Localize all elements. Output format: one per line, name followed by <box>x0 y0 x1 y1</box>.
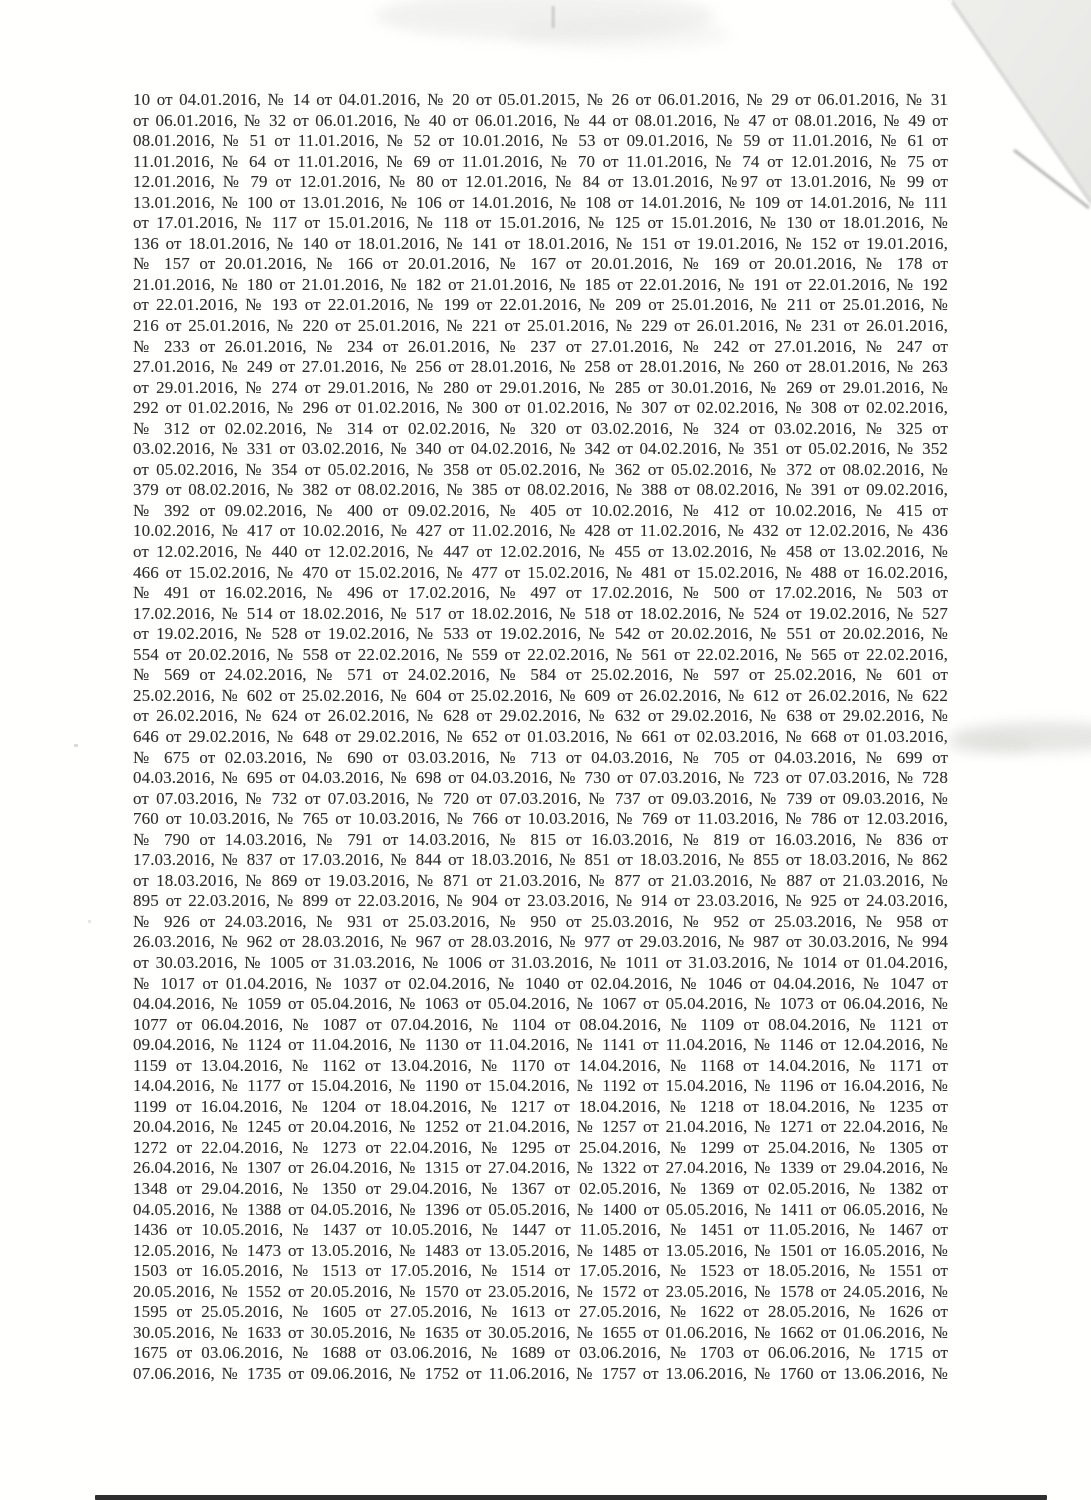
document-line: 17.03.2016, № 837 от 17.03.2016, № 844 от 18.03.2016, № 851 от 18.03.2016, № 855 от 18.03.2016, № 862 <box>133 850 948 870</box>
document-line: 12.05.2016, № 1473 от 13.05.2016, № 1483 от 13.05.2016, № 1485 от 13.05.2016, № 1501 от 16.05.2016, № <box>133 1240 948 1260</box>
document-line: № 157 от 20.01.2016, № 166 от 20.01.2016, № 167 от 20.01.2016, № 169 от 20.01.2016, № 178 от <box>133 254 948 274</box>
document-line: 760 от 10.03.2016, № 765 от 10.03.2016, № 766 от 10.03.2016, № 769 от 11.03.2016, № 786 от 12.03.2016, <box>133 809 948 829</box>
document-line: 09.04.2016, № 1124 от 11.04.2016, № 1130 от 11.04.2016, № 1141 от 11.04.2016, № 1146 от 12.04.2016, № <box>133 1035 948 1055</box>
document-line: 1159 от 13.04.2016, № 1162 от 13.04.2016, № 1170 от 14.04.2016, № 1168 от 14.04.2016, № 1171 от <box>133 1055 948 1075</box>
document-line: 379 от 08.02.2016, № 382 от 08.02.2016, № 385 от 08.02.2016, № 388 от 08.02.2016, № 391 от 09.02.2016, <box>133 480 948 500</box>
document-line: 04.03.2016, № 695 от 04.03.2016, № 698 от 04.03.2016, № 730 от 07.03.2016, № 723 от 07.03.2016, № 728 <box>133 768 948 788</box>
document-line: 136 от 18.01.2016, № 140 от 18.01.2016, № 141 от 18.01.2016, № 151 от 19.01.2016, № 152 от 19.01.2016, <box>133 233 948 253</box>
document-line: от 12.02.2016, № 440 от 12.02.2016, № 447 от 12.02.2016, № 455 от 13.02.2016, № 458 от 13.02.2016, № <box>133 542 948 562</box>
document-line: 26.03.2016, № 962 от 28.03.2016, № 967 от 28.03.2016, № 977 от 29.03.2016, № 987 от 30.03.2016, № 994 <box>133 932 948 952</box>
document-line: от 29.01.2016, № 274 от 29.01.2016, № 280 от 29.01.2016, № 285 от 30.01.2016, № 269 от 29.01.2016, № <box>133 377 948 397</box>
document-line: от 17.01.2016, № 117 от 15.01.2016, № 118 от 15.01.2016, № 125 от 15.01.2016, № 130 от 18.01.2016, № <box>133 213 948 233</box>
document-line: № 392 от 09.02.2016, № 400 от 09.02.2016, № 405 от 10.02.2016, № 412 от 10.02.2016, № 415 от <box>133 500 948 520</box>
document-line: № 312 от 02.02.2016, № 314 от 02.02.2016, № 320 от 03.02.2016, № 324 от 03.02.2016, № 325 от <box>133 418 948 438</box>
document-line: 1675 от 03.06.2016, № 1688 от 03.06.2016, № 1689 от 03.06.2016, № 1703 от 06.06.2016, № 1715 от <box>133 1343 948 1363</box>
document-line: 1348 от 29.04.2016, № 1350 от 29.04.2016, № 1367 от 02.05.2016, № 1369 от 02.05.2016, № 1382 от <box>133 1178 948 1198</box>
document-line: от 26.02.2016, № 624 от 26.02.2016, № 628 от 29.02.2016, № 632 от 29.02.2016, № 638 от 29.02.2016, № <box>133 706 948 726</box>
document-line: 1077 от 06.04.2016, № 1087 от 07.04.2016, № 1104 от 08.04.2016, № 1109 от 08.04.2016, № 1121 от <box>133 1014 948 1034</box>
document-line: 11.01.2016, № 64 от 11.01.2016, № 69 от 11.01.2016, № 70 от 11.01.2016, № 74 от 12.01.2016, № 75 от <box>133 151 948 171</box>
document-line: от 06.01.2016, № 32 от 06.01.2016, № 40 от 06.01.2016, № 44 от 08.01.2016, № 47 от 08.01.2016, № 49 от <box>133 110 948 130</box>
document-line: 20.04.2016, № 1245 от 20.04.2016, № 1252 от 21.04.2016, № 1257 от 21.04.2016, № 1271 от 22.04.2016, № <box>133 1117 948 1137</box>
document-line: 21.01.2016, № 180 от 21.01.2016, № 182 от 21.01.2016, № 185 от 22.01.2016, № 191 от 22.01.2016, № 192 <box>133 274 948 294</box>
document-line: 04.05.2016, № 1388 от 04.05.2016, № 1396 от 05.05.2016, № 1400 от 05.05.2016, № 1411 от 06.05.2016, № <box>133 1199 948 1219</box>
document-line: № 233 от 26.01.2016, № 234 от 26.01.2016, № 237 от 27.01.2016, № 242 от 27.01.2016, № 247 от <box>133 336 948 356</box>
document-line: 1436 от 10.05.2016, № 1437 от 10.05.2016, № 1447 от 11.05.2016, № 1451 от 11.05.2016, № 1467 от <box>133 1220 948 1240</box>
document-line: от 18.03.2016, № 869 от 19.03.2016, № 871 от 21.03.2016, № 877 от 21.03.2016, № 887 от 21.03.2016, № <box>133 870 948 890</box>
document-line: 1503 от 16.05.2016, № 1513 от 17.05.2016, № 1514 от 17.05.2016, № 1523 от 18.05.2016, № 1551 от <box>133 1261 948 1281</box>
document-line: 26.04.2016, № 1307 от 26.04.2016, № 1315 от 27.04.2016, № 1322 от 27.04.2016, № 1339 от 29.04.2016, № <box>133 1158 948 1178</box>
document-line: № 675 от 02.03.2016, № 690 от 03.03.2016, № 713 от 04.03.2016, № 705 от 04.03.2016, № 699 от <box>133 747 948 767</box>
document-line: от 05.02.2016, № 354 от 05.02.2016, № 358 от 05.02.2016, № 362 от 05.02.2016, № 372 от 08.02.2016, № <box>133 459 948 479</box>
document-line: от 30.03.2016, № 1005 от 31.03.2016, № 1006 от 31.03.2016, № 1011 от 31.03.2016, № 1014 от 01.04.2016, <box>133 952 948 972</box>
document-line: 1595 от 25.05.2016, № 1605 от 27.05.2016, № 1613 от 27.05.2016, № 1622 от 28.05.2016, № 1626 от <box>133 1302 948 1322</box>
document-line: № 569 от 24.02.2016, № 571 от 24.02.2016, № 584 от 25.02.2016, № 597 от 25.02.2016, № 601 от <box>133 665 948 685</box>
document-line: 10.02.2016, № 417 от 10.02.2016, № 427 от 11.02.2016, № 428 от 11.02.2016, № 432 от 12.02.2016, № 436 <box>133 521 948 541</box>
document-line: № 926 от 24.03.2016, № 931 от 25.03.2016, № 950 от 25.03.2016, № 952 от 25.03.2016, № 958 от <box>133 911 948 931</box>
bottom-scan-bar-artifact <box>95 1495 1047 1500</box>
document-line: 25.02.2016, № 602 от 25.02.2016, № 604 от 25.02.2016, № 609 от 26.02.2016, № 612 от 26.02.2016, № 622 <box>133 685 948 705</box>
document-line: 27.01.2016, № 249 от 27.01.2016, № 256 от 28.01.2016, № 258 от 28.01.2016, № 260 от 28.01.2016, № 263 <box>133 357 948 377</box>
document-line: 10 от 04.01.2016, № 14 от 04.01.2016, № 20 от 05.01.2015, № 26 от 06.01.2016, № 29 от 06.01.2016, № 31 <box>133 90 948 109</box>
top-smudge-artifact <box>375 0 730 50</box>
left-speck-artifact <box>74 744 78 747</box>
document-line: № 790 от 14.03.2016, № 791 от 14.03.2016, № 815 от 16.03.2016, № 819 от 16.03.2016, № 836 от <box>133 829 948 849</box>
document-line: от 19.02.2016, № 528 от 19.02.2016, № 533 от 19.02.2016, № 542 от 20.02.2016, № 551 от 20.02.2016, № <box>133 624 948 644</box>
document-line: 466 от 15.02.2016, № 470 от 15.02.2016, № 477 от 15.02.2016, № 481 от 15.02.2016, № 488 от 16.02.2016, <box>133 562 948 582</box>
document-line: 30.05.2016, № 1633 от 30.05.2016, № 1635 от 30.05.2016, № 1655 от 01.06.2016, № 1662 от 01.06.2016, № <box>133 1322 948 1342</box>
document-line: 14.04.2016, № 1177 от 15.04.2016, № 1190 от 15.04.2016, № 1192 от 15.04.2016, № 1196 от 16.04.2016, № <box>133 1076 948 1096</box>
document-line: 216 от 25.01.2016, № 220 от 25.01.2016, № 221 от 25.01.2016, № 229 от 26.01.2016, № 231 от 26.01.2016, <box>133 316 948 336</box>
document-line: 04.04.2016, № 1059 от 05.04.2016, № 1063 от 05.04.2016, № 1067 от 05.04.2016, № 1073 от 06.04.2016, № <box>133 994 948 1014</box>
document-line: № 491 от 16.02.2016, № 496 от 17.02.2016, № 497 от 17.02.2016, № 500 от 17.02.2016, № 503 от <box>133 583 948 603</box>
document-line: 20.05.2016, № 1552 от 20.05.2016, № 1570 от 23.05.2016, № 1572 от 23.05.2016, № 1578 от 24.05.2016, № <box>133 1281 948 1301</box>
document-line: 646 от 29.02.2016, № 648 от 29.02.2016, № 652 от 01.03.2016, № 661 от 02.03.2016, № 668 от 01.03.2016, <box>133 726 948 746</box>
left-speck-artifact-2 <box>88 920 91 923</box>
document-line: от 07.03.2016, № 732 от 07.03.2016, № 720 от 07.03.2016, № 737 от 09.03.2016, № 739 от 09.03.2016, № <box>133 788 948 808</box>
document-line: 895 от 22.03.2016, № 899 от 22.03.2016, № 904 от 23.03.2016, № 914 от 23.03.2016, № 925 от 24.03.2016, <box>133 891 948 911</box>
document-line: 08.01.2016, № 51 от 11.01.2016, № 52 от 10.01.2016, № 53 от 09.01.2016, № 59 от 11.01.2016, № 61 от <box>133 131 948 151</box>
document-line: 13.01.2016, № 100 от 13.01.2016, № 106 от 14.01.2016, № 108 от 14.01.2016, № 109 от 14.01.2016, № 111 <box>133 192 948 212</box>
document-line: 1272 от 22.04.2016, № 1273 от 22.04.2016, № 1295 от 25.04.2016, № 1299 от 25.04.2016, № 1305 от <box>133 1137 948 1157</box>
document-line: 07.06.2016, № 1735 от 09.06.2016, № 1752 от 11.06.2016, № 1757 от 13.06.2016, № 1760 от 13.06.2016, № <box>133 1363 948 1383</box>
document-line: 12.01.2016, № 79 от 12.01.2016, № 80 от 12.01.2016, № 84 от 13.01.2016, №97 от 13.01.2016, № 99 от <box>133 172 948 192</box>
document-line: № 1017 от 01.04.2016, № 1037 от 02.04.2016, № 1040 от 02.04.2016, № 1046 от 04.04.2016, № 1047 от <box>133 973 948 993</box>
document-line: 1199 от 16.04.2016, № 1204 от 18.04.2016, № 1217 от 18.04.2016, № 1218 от 18.04.2016, № 1235 от <box>133 1096 948 1116</box>
right-smear-artifact <box>950 722 1091 752</box>
top-tick-artifact <box>552 6 554 28</box>
document-line: 17.02.2016, № 514 от 18.02.2016, № 517 от 18.02.2016, № 518 от 18.02.2016, № 524 от 19.02.2016, № 527 <box>133 603 948 623</box>
document-line: от 22.01.2016, № 193 от 22.01.2016, № 199 от 22.01.2016, № 209 от 25.01.2016, № 211 от 25.01.2016, № <box>133 295 948 315</box>
document-line: 03.02.2016, № 331 от 03.02.2016, № 340 от 04.02.2016, № 342 от 04.02.2016, № 351 от 05.02.2016, № 352 <box>133 439 948 459</box>
document-line: 554 от 20.02.2016, № 558 от 22.02.2016, № 559 от 22.02.2016, № 561 от 22.02.2016, № 565 от 22.02.2016, <box>133 644 948 664</box>
document-line: 292 от 01.02.2016, № 296 от 01.02.2016, № 300 от 01.02.2016, № 307 от 02.02.2016, № 308 от 02.02.2016, <box>133 398 948 418</box>
document-text <box>133 90 948 1384</box>
page-corner-fold <box>948 0 1091 208</box>
right-smear-artifact-2 <box>945 736 1035 754</box>
